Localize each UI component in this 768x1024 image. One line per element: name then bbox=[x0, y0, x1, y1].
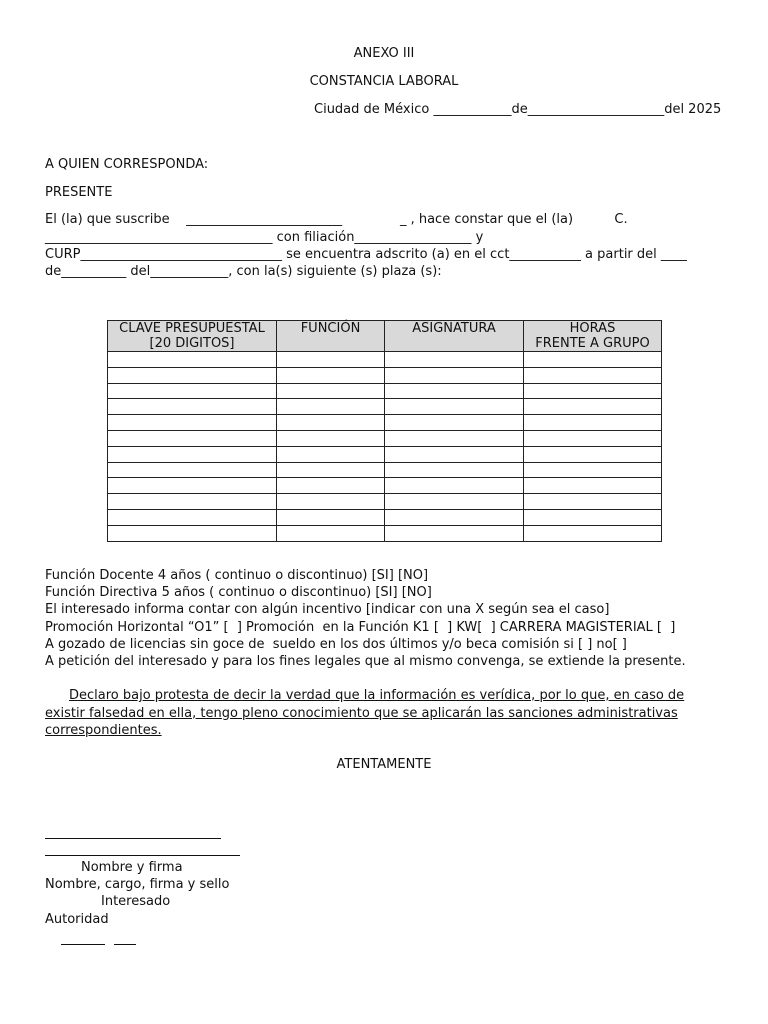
table-cell[interactable] bbox=[524, 415, 662, 431]
table-cell[interactable] bbox=[108, 352, 277, 368]
table-row bbox=[108, 478, 662, 494]
table-cell[interactable] bbox=[277, 399, 385, 415]
positions-table bbox=[107, 320, 662, 542]
table-cell[interactable] bbox=[524, 430, 662, 446]
signature-line-interested bbox=[45, 838, 221, 839]
place-date-line: Ciudad de México ____________de_____________________del 2025 bbox=[314, 102, 722, 117]
table-cell[interactable] bbox=[108, 509, 277, 525]
body-line-2: ___________________________________ con filiación__________________ y bbox=[45, 230, 484, 245]
table-cell[interactable] bbox=[385, 367, 524, 383]
statement-line: Promoción Horizontal “O1” [ ] Promoción en la Función K1 [ ] KW[ ] CARRERA MAGISTERIAL [ ] bbox=[45, 619, 676, 635]
greeting: A QUIEN CORRESPONDA: bbox=[45, 157, 209, 172]
table-cell[interactable] bbox=[524, 462, 662, 478]
table-cell[interactable] bbox=[524, 367, 662, 383]
table-cell[interactable] bbox=[277, 494, 385, 510]
body-line-3: CURP_______________________________ se encuentra adscrito (a) en el cct___________ a partir del ____ bbox=[45, 247, 687, 262]
table-cell[interactable] bbox=[524, 494, 662, 510]
table-cell[interactable] bbox=[277, 462, 385, 478]
table-cell[interactable] bbox=[385, 478, 524, 494]
table-cell[interactable] bbox=[108, 446, 277, 462]
table-cell[interactable] bbox=[385, 509, 524, 525]
table-cell[interactable] bbox=[108, 494, 277, 510]
statement-line: Función Directiva 5 años ( continuo o discontinuo) [SI] [NO] bbox=[45, 585, 432, 601]
annex-label: ANEXO III bbox=[353, 46, 415, 61]
document-title: CONSTANCIA LABORAL bbox=[309, 74, 459, 89]
table-cell[interactable] bbox=[108, 478, 277, 494]
table-cell[interactable] bbox=[524, 399, 662, 415]
table-row bbox=[108, 462, 662, 478]
table-cell[interactable] bbox=[277, 509, 385, 525]
table-cell[interactable] bbox=[385, 462, 524, 478]
table-row bbox=[108, 430, 662, 446]
statement-line: Función Docente 4 años ( continuo o discontinuo) [SI] [NO] bbox=[45, 568, 429, 583]
presente-label: PRESENTE bbox=[45, 185, 113, 200]
statement-line: El interesado informa contar con algún incentivo [indicar con una X según sea el caso] bbox=[45, 602, 610, 618]
table-cell[interactable] bbox=[385, 399, 524, 415]
closing-atentamente: ATENTAMENTE bbox=[336, 757, 432, 772]
table-cell[interactable] bbox=[277, 352, 385, 368]
table-cell[interactable] bbox=[385, 430, 524, 446]
table-row bbox=[108, 352, 662, 368]
statement-line: A gozado de licencias sin goce de sueldo en los dos últimos y/o beca comisión si [ ] no[ ] bbox=[45, 636, 627, 652]
table-cell[interactable] bbox=[277, 415, 385, 431]
table-header-label: FUNCIÓN bbox=[300, 321, 361, 336]
table-cell[interactable] bbox=[277, 383, 385, 399]
table-cell[interactable] bbox=[108, 462, 277, 478]
table-cell[interactable] bbox=[385, 415, 524, 431]
name-role-seal-label: Nombre, cargo, firma y sello bbox=[45, 877, 230, 892]
table-cell[interactable] bbox=[108, 415, 277, 431]
header-horas bbox=[524, 321, 662, 352]
short-line-1 bbox=[61, 944, 105, 945]
short-line-2 bbox=[114, 944, 136, 945]
table-cell[interactable] bbox=[277, 446, 385, 462]
authority-label: Autoridad bbox=[45, 912, 109, 927]
table-cell[interactable] bbox=[524, 352, 662, 368]
header-asignatura bbox=[385, 321, 524, 352]
declaration-paragraph bbox=[45, 687, 725, 740]
table-row bbox=[108, 509, 662, 525]
table-cell[interactable] bbox=[108, 383, 277, 399]
table-cell[interactable] bbox=[524, 478, 662, 494]
table-cell[interactable] bbox=[385, 446, 524, 462]
table-row bbox=[108, 399, 662, 415]
table-row bbox=[108, 367, 662, 383]
table-header-row bbox=[108, 321, 662, 352]
table-header-label: ASIGNATURA bbox=[412, 321, 496, 336]
table-cell[interactable] bbox=[524, 446, 662, 462]
body-line-4: de__________ del____________, con la(s) siguiente (s) plaza (s): bbox=[45, 264, 442, 279]
declaration-text: Declaro bajo protesta de decir la verdad que la información es verídica, por lo que, en caso de existir falsedad en ella, tengo pleno conocimiento que se aplicarán las sanciones administrativas correspondientes. bbox=[45, 688, 685, 738]
table-cell[interactable] bbox=[385, 352, 524, 368]
table-cell[interactable] bbox=[108, 399, 277, 415]
table-cell[interactable] bbox=[524, 509, 662, 525]
table-cell[interactable] bbox=[277, 430, 385, 446]
table-row bbox=[108, 415, 662, 431]
table-cell[interactable] bbox=[385, 383, 524, 399]
table-cell[interactable] bbox=[108, 367, 277, 383]
table-header-label: CLAVE PRESUPUESTAL [20 DIGITOS] bbox=[119, 321, 265, 351]
body-line-1: El (la) que suscribe ________________________ _ , hace constar que el (la) C. bbox=[45, 212, 628, 227]
table-cell[interactable] bbox=[277, 478, 385, 494]
header-clave-presupuestal bbox=[108, 321, 277, 352]
interested-label: Interesado bbox=[101, 894, 171, 909]
table-row bbox=[108, 494, 662, 510]
table-row bbox=[108, 525, 662, 541]
signature-line-authority bbox=[45, 855, 240, 856]
table-row bbox=[108, 383, 662, 399]
table-row bbox=[108, 446, 662, 462]
table-cell[interactable] bbox=[108, 525, 277, 541]
table-cell[interactable] bbox=[277, 367, 385, 383]
table-cell[interactable] bbox=[277, 525, 385, 541]
table-cell[interactable] bbox=[385, 525, 524, 541]
table-cell[interactable] bbox=[108, 430, 277, 446]
table-header-label: HORAS FRENTE A GRUPO bbox=[535, 321, 650, 351]
header-funcion bbox=[277, 321, 385, 352]
name-sign-label: Nombre y firma bbox=[81, 860, 183, 875]
statement-line: A petición del interesado y para los fines legales que al mismo convenga, se extiende la presente. bbox=[45, 654, 686, 669]
table-cell[interactable] bbox=[524, 383, 662, 399]
table-cell[interactable] bbox=[524, 525, 662, 541]
table-cell[interactable] bbox=[385, 494, 524, 510]
